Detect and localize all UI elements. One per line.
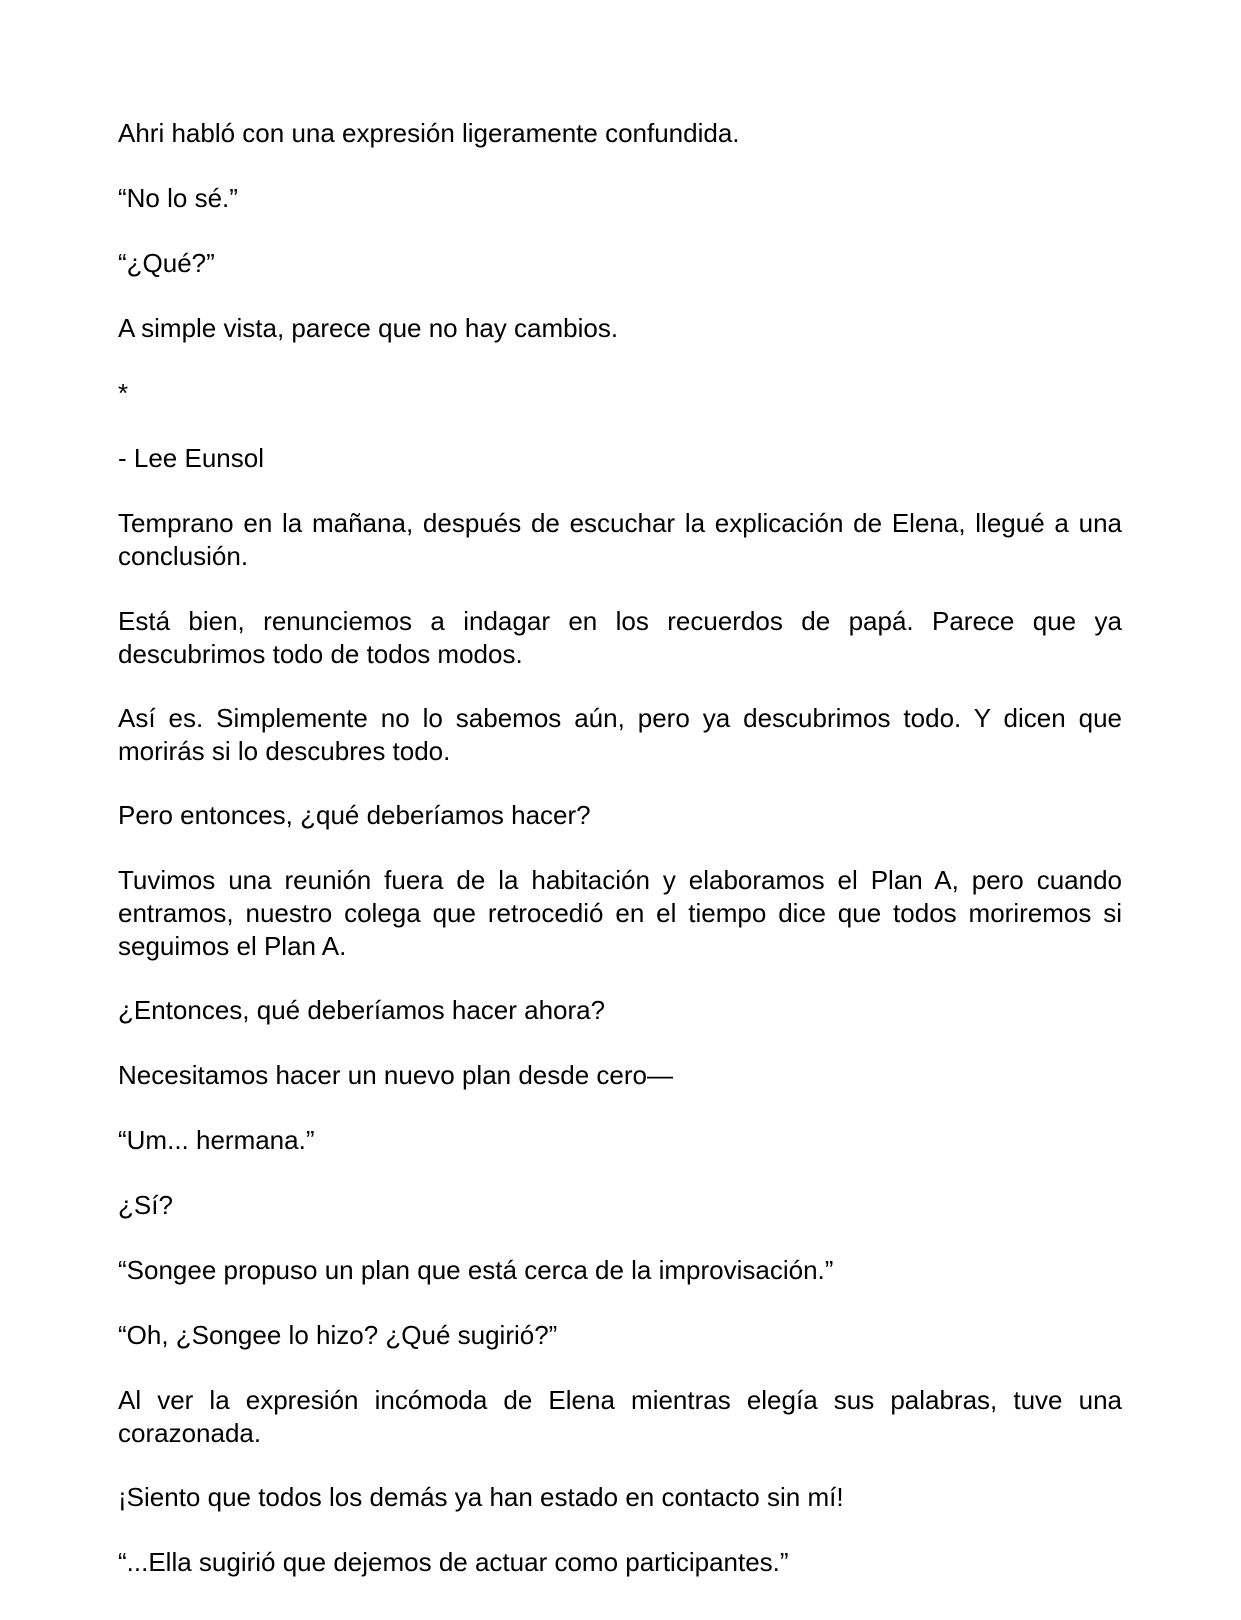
paragraph: Así es. Simplemente no lo sabemos aún, pero ya descubrimos todo. Y dicen que morirás si lo descubres todo.	[118, 703, 1122, 766]
paragraph: “Songee propuso un plan que está cerca de la improvisación.”	[118, 1255, 834, 1285]
paragraph: Pero entonces, ¿qué deberíamos hacer?	[118, 800, 591, 830]
paragraph: ¿Sí?	[118, 1190, 173, 1220]
paragraph: Temprano en la mañana, después de escuchar la explicación de Elena, llegué a una conclusión.	[118, 508, 1122, 571]
paragraph: “Oh, ¿Songee lo hizo? ¿Qué sugirió?”	[118, 1320, 558, 1350]
section-separator: *	[118, 378, 129, 408]
paragraph: “¿Qué?”	[118, 248, 215, 278]
paragraph: ¿Entonces, qué deberíamos hacer ahora?	[118, 995, 606, 1025]
paragraph: - Lee Eunsol	[118, 443, 264, 473]
paragraph: Necesitamos hacer un nuevo plan desde cero—	[118, 1060, 673, 1090]
paragraph: Tuvimos una reunión fuera de la habitación y elaboramos el Plan A, pero cuando entramos, nuestro colega que retrocedió en el tiempo dice que todos moriremos si seguimos el Plan A.	[118, 865, 1122, 961]
paragraph: Está bien, renunciemos a indagar en los recuerdos de papá. Parece que ya descubrimos todo de todos modos.	[118, 606, 1122, 669]
paragraph: “...Ella sugirió que dejemos de actuar como participantes.”	[118, 1547, 789, 1577]
paragraph: Al ver la expresión incómoda de Elena mientras elegía sus palabras, tuve una corazonada.	[118, 1385, 1122, 1448]
paragraph: “Um... hermana.”	[118, 1125, 315, 1155]
paragraph: Ahri habló con una expresión ligeramente confundida.	[118, 118, 740, 148]
paragraph: ¡Siento que todos los demás ya han estado en contacto sin mí!	[118, 1482, 844, 1512]
paragraph: “No lo sé.”	[118, 183, 238, 213]
paragraph: A simple vista, parece que no hay cambios.	[118, 313, 619, 343]
